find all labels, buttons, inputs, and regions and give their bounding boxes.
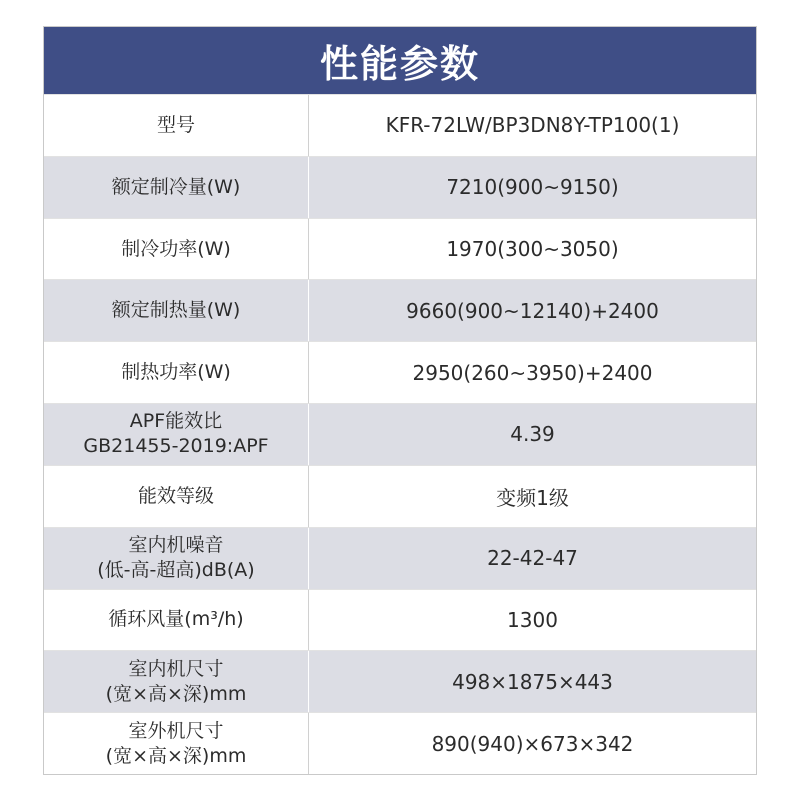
spec-label [44,404,309,465]
spec-value: 7210(900~9150) [446,175,619,200]
spec-label-line: (低-高-超高)dB(A) [97,559,255,582]
table-row [44,465,756,527]
table-row [44,279,756,341]
table-row [44,94,756,156]
spec-value: 498×1875×443 [452,669,613,694]
spec-label [44,466,309,527]
spec-label-line: 制冷功率(W) [121,237,231,260]
spec-label-line: (宽×高×深)mm [105,682,247,705]
spec-rows [44,94,756,774]
spec-value: 22-42-47 [487,546,578,571]
spec-label-line: 制热功率(W) [121,361,231,384]
table-row [44,712,756,774]
table-row [44,341,756,403]
table-row [44,218,756,280]
spec-value: KFR-72LW/BP3DN8Y-TP100(1) [385,113,680,138]
spec-table [43,26,757,775]
spec-value: 2950(260~3950)+2400 [412,360,653,385]
spec-label [44,157,309,218]
page-title: 性能参数 [319,42,480,86]
spec-label-line: APF能效比 [129,410,223,433]
spec-label-line: 室内机尺寸 [128,657,224,680]
spec-value: 9660(900~12140)+2400 [406,298,659,323]
table-row [44,403,756,465]
spec-value: 4.39 [510,422,555,447]
spec-label [44,342,309,403]
table-row [44,156,756,218]
spec-label [44,590,309,651]
spec-value: 1970(300~3050) [446,237,619,262]
spec-label [44,280,309,341]
spec-label [44,528,309,589]
table-row [44,527,756,589]
table-title-bar [44,27,756,94]
spec-label-line: 额定制热量(W) [111,299,241,322]
table-row [44,589,756,651]
spec-label [44,219,309,280]
spec-label-line: 能效等级 [137,484,214,507]
spec-label [44,713,309,774]
spec-label-line: 室内机噪音 [128,534,224,557]
spec-label [44,95,309,156]
spec-value: 1300 [507,607,558,632]
spec-label [44,651,309,712]
spec-label-line: GB21455-2019:APF [83,435,269,458]
spec-value: 890(940)×673×342 [431,731,634,756]
table-row [44,650,756,712]
spec-label-line: 循环风量(m³/h) [108,608,244,631]
spec-label-line: (宽×高×深)mm [105,744,247,767]
spec-label-line: 型号 [156,113,195,136]
spec-value: 变频1级 [496,485,569,510]
spec-label-line: 室外机尺寸 [128,719,224,742]
spec-label-line: 额定制冷量(W) [111,175,241,198]
